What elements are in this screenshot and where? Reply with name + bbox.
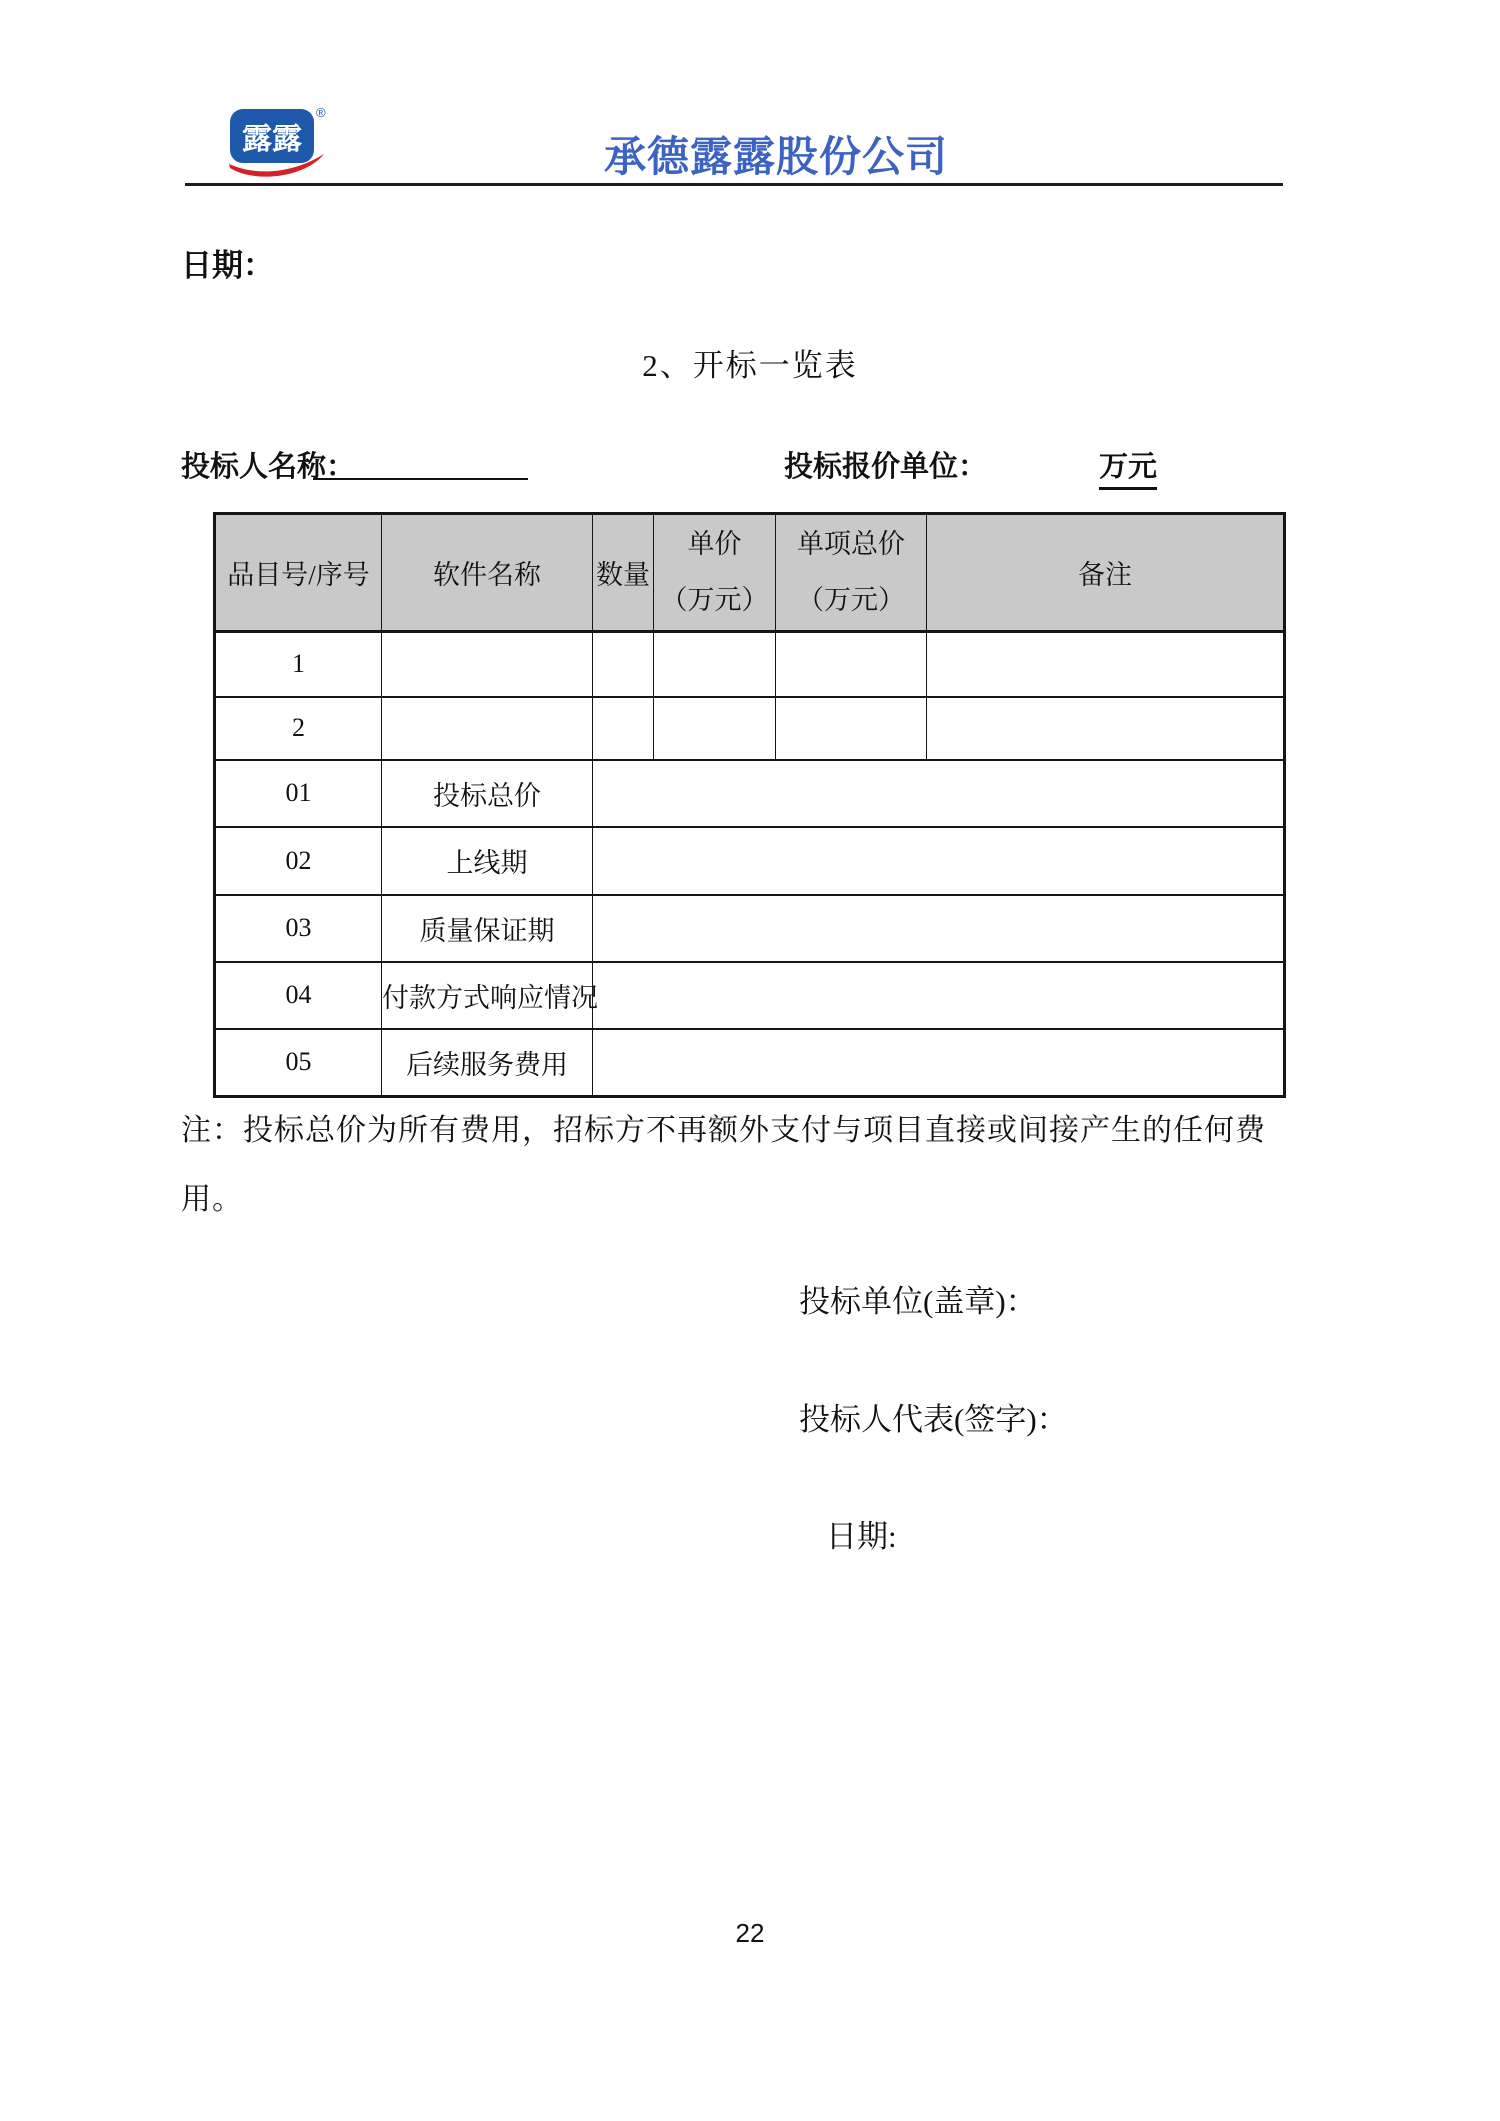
table-cell-empty bbox=[927, 697, 1285, 760]
table-cell-empty bbox=[593, 697, 654, 760]
table-row-followup-service-fee bbox=[215, 1029, 1285, 1097]
table-row-item-2 bbox=[215, 697, 1285, 760]
summary-no-cell: 02 bbox=[215, 827, 382, 895]
company-logo bbox=[224, 101, 340, 189]
bidder-name-label: 投标人名称： bbox=[181, 451, 356, 483]
table-row-item-1 bbox=[215, 632, 1285, 697]
summary-no-cell: 05 bbox=[215, 1029, 382, 1097]
table-row-payment-response bbox=[215, 962, 1285, 1029]
column-header-label: 数量 bbox=[596, 560, 650, 590]
summary-label-cell: 上线期 bbox=[382, 827, 593, 895]
price-unit-label: 投标报价单位： bbox=[784, 451, 988, 483]
table-cell-empty bbox=[382, 632, 593, 697]
summary-no-cell: 03 bbox=[215, 895, 382, 962]
table-cell-empty bbox=[654, 632, 776, 697]
column-header-quantity bbox=[593, 514, 654, 632]
column-header-unit-price bbox=[654, 514, 776, 632]
table-cell-empty bbox=[776, 632, 927, 697]
price-unit-value: 万元 bbox=[1099, 444, 1157, 490]
table-cell-empty bbox=[593, 632, 654, 697]
table-cell-empty bbox=[593, 827, 1285, 895]
summary-label-cell: 投标总价 bbox=[382, 760, 593, 827]
logo-text: 露露 bbox=[242, 123, 302, 156]
note-paragraph: 注：投标总价为所有费用，招标方不再额外支付与项目直接或间接产生的任何费用。 bbox=[181, 1114, 1266, 1216]
item-no-cell: 1 bbox=[215, 632, 382, 697]
table-cell-empty bbox=[776, 697, 927, 760]
table-row-warranty-period bbox=[215, 895, 1285, 962]
item-no-cell: 2 bbox=[215, 697, 382, 760]
summary-no-cell: 01 bbox=[215, 760, 382, 827]
table-row-total-price bbox=[215, 760, 1285, 827]
bidder-name-blank bbox=[313, 446, 528, 480]
summary-label-cell: 付款方式响应情况 bbox=[382, 962, 593, 1029]
column-header-label: 单项总价 bbox=[797, 529, 905, 560]
column-header-item-no bbox=[215, 514, 382, 632]
signature-representative-label: 投标人代表(签字)： bbox=[799, 1402, 1068, 1437]
section-title: 2、开标一览表 bbox=[642, 348, 858, 383]
table-cell-empty bbox=[382, 697, 593, 760]
summary-label-cell: 质量保证期 bbox=[382, 895, 593, 962]
column-header-remarks bbox=[927, 514, 1285, 632]
date-label-top: 日期： bbox=[181, 248, 274, 283]
column-header-software-name bbox=[382, 514, 593, 632]
table-row-go-live-period bbox=[215, 827, 1285, 895]
registered-mark-icon: ® bbox=[316, 105, 326, 120]
table-cell-empty bbox=[654, 697, 776, 760]
summary-no-cell: 04 bbox=[215, 962, 382, 1029]
column-header-label: 软件名称 bbox=[433, 560, 541, 590]
signature-unit-seal-label: 投标单位(盖章)： bbox=[799, 1284, 1037, 1319]
page-number: 22 bbox=[735, 1918, 765, 1948]
bid-opening-table bbox=[213, 512, 1286, 1098]
column-header-label: 单价 bbox=[687, 529, 742, 560]
summary-label-cell: 后续服务费用 bbox=[382, 1029, 593, 1097]
column-header-label: 备注 bbox=[1078, 560, 1132, 590]
table-cell-empty bbox=[593, 1029, 1285, 1097]
table-cell-empty bbox=[593, 895, 1285, 962]
column-header-item-total bbox=[776, 514, 927, 632]
signature-date-label: 日期: bbox=[826, 1519, 897, 1554]
column-header-label: 品目号/序号 bbox=[227, 560, 370, 590]
column-header-sublabel: （万元） bbox=[660, 584, 769, 615]
company-name: 承德露露股份公司 bbox=[604, 133, 949, 180]
table-cell-empty bbox=[593, 962, 1285, 1029]
table-cell-empty bbox=[927, 632, 1285, 697]
column-header-sublabel: （万元） bbox=[797, 584, 905, 615]
header-divider bbox=[185, 183, 1283, 186]
table-cell-empty bbox=[593, 760, 1285, 827]
table-header-row bbox=[215, 514, 1285, 632]
